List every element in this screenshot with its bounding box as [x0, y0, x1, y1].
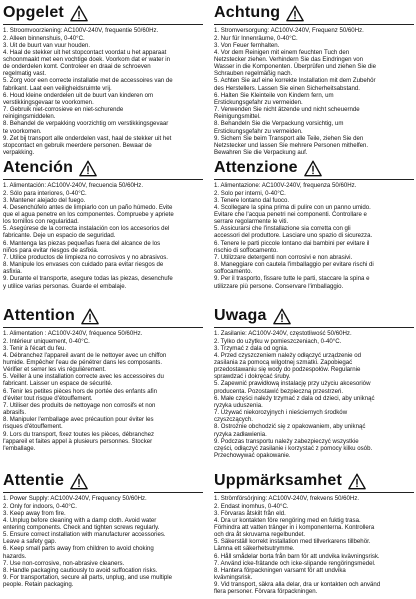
- warning-icon: [286, 5, 304, 22]
- section-attenzione: [214, 155, 414, 290]
- section-opgelet: [3, 0, 203, 156]
- instruction-line: 4. Débranchez l'appareil avant de le nettoyer avec un chiffon: [3, 351, 167, 359]
- instruction-line: 5. Zorg voor een correcte installatie met de accessoires van de: [3, 77, 173, 85]
- instruction-line: 7. Utiliser des produits de nettoyage non corrosifs et non: [3, 401, 156, 409]
- instruction-line: Erstickungsgefahr zu vermeiden.: [214, 98, 303, 106]
- instruction-line: 5. Veiller à une installation correcte avec les accessoires du: [3, 373, 164, 381]
- warning-icon: [348, 473, 366, 490]
- instruction-line: Erstickungsgefahr zu vermeiden.: [214, 127, 303, 135]
- instruction-line: 8. Ostrożnie obchodzić się z opakowaniem, aby uniknąć: [214, 423, 366, 431]
- instruction-line: te voorkomen.: [3, 127, 42, 135]
- instruction-line: Schrauben regelmäßig nach.: [214, 70, 293, 78]
- instruction-line: 1. Alimentación: AC100V-240V, frecuencia 50/60Hz.: [3, 182, 144, 190]
- instruction-line: 4. Haal de stekker uit het stopcontact voordat u het apparaat: [3, 48, 167, 56]
- instruction-line: regelmatig vast.: [3, 70, 47, 78]
- section-title: Atención: [3, 159, 74, 176]
- instruction-line: schoonmaakt met een vochtige doek. Voorkom dat er water in: [3, 56, 170, 64]
- instruction-line: 3. Uit de buurt van vuur houden.: [3, 41, 91, 49]
- section-header: [214, 303, 414, 325]
- instruction-line: 9. Lors du transport, fixez toutes les pièces, débranchez: [3, 430, 155, 438]
- instruction-line: 4. Scollegare la spina prima di pulire con un panno umido.: [214, 203, 371, 211]
- instruction-line: 5. Zapewnić prawidłową instalację przy użyciu akcesoriów: [214, 380, 371, 388]
- instruction-line: zasilania za pomocą wilgotnej szmatki. Zapobiegać: [214, 359, 353, 367]
- section-header: [3, 303, 203, 325]
- instruction-line: reinigingsmiddelen.: [3, 113, 56, 121]
- warning-icon: [79, 160, 97, 177]
- instruction-line: 5. Achten Sie auf eine korrekte Installation mit dem Zubehör: [214, 77, 376, 85]
- instruction-line: 9. For transportation, secure all parts, unplug, and use multiple: [3, 574, 173, 582]
- section-body: [3, 27, 203, 156]
- instruction-line: 2. Endast inomhus, 0-40°C.: [214, 502, 289, 510]
- instruction-line: kvävningsrisk.: [214, 574, 253, 582]
- section-header: [3, 468, 203, 490]
- instruction-line: 6. Tenere le parti piccole lontano dai bambini per evitare il: [214, 239, 370, 247]
- instruction-line: 8. Manipule los envases con cuidado para evitar riesgos de: [3, 261, 164, 269]
- instruction-line: l'appareil et faites appel à plusieurs personnes. Stocker: [3, 437, 153, 445]
- instruction-line: 2. Nur für Innenräume, 0-40°C.: [214, 34, 298, 42]
- instruction-line: 6. Halten Sie Kleinteile von Kindern fern, um: [214, 91, 334, 99]
- section-body: [3, 182, 203, 289]
- instruction-line: fabricante. Deje un espacio de seguridad.: [3, 232, 116, 240]
- instruction-line: 9. Durante el transporte, asegure todas las piezas, desenchufe: [3, 275, 173, 283]
- instruction-line: accessori del produttore. Lasciare uno spazio di sicurezza.: [214, 232, 373, 240]
- instruction-line: verpakking.: [3, 149, 35, 157]
- section-body: [214, 182, 414, 289]
- section-body: [214, 330, 414, 459]
- section-header: [214, 155, 414, 177]
- instruction-line: d'éviter tout risque d'étouffement.: [3, 394, 93, 402]
- instruction-line: 3. Tenere lontano dal fuoco.: [214, 196, 290, 204]
- instruction-line: 8. Behandel de verpakking voorzichtig om verstikkingsgevaar: [3, 120, 169, 128]
- instruction-line: producenta. Pozostawić bezpieczną przestrzeń.: [214, 387, 344, 395]
- divider: [214, 327, 414, 328]
- instruction-line: 3. Förvaras åtskilt från eld.: [214, 509, 286, 517]
- instruction-line: 2. Solo per interni, 0-40°C.: [214, 189, 286, 197]
- instruction-line: fabricant. Laisser un espace de sécurité.: [3, 380, 113, 388]
- instruction-line: 7. Verwenden Sie nicht ätzende und nicht scheuernde: [214, 106, 360, 114]
- divider: [214, 24, 414, 25]
- divider: [3, 24, 203, 25]
- instruction-line: utilizzare più persone. Conservare l'imballaggio.: [214, 282, 344, 290]
- instruction-line: 7. Używać niekorozyjnych i nieściernych środków: [214, 409, 348, 417]
- section-title: Uppmärksamhet: [214, 472, 342, 489]
- instruction-line: people. Retain packaging.: [3, 581, 74, 589]
- instruction-line: soffocamento.: [214, 268, 253, 276]
- instruction-line: Wasser in die Komponenten. Überprüfen und ziehen Sie die: [214, 63, 377, 71]
- instruction-line: verstikkingsgevaar te voorkomen.: [3, 98, 94, 106]
- instruction-line: 7. Använd icke-frätande och icke-slipande rengöringsmedel.: [214, 559, 376, 567]
- instruction-line: 1. Alimentation : AC100V-240V, fréquence 50/60Hz.: [3, 330, 143, 338]
- instruction-line: 8. Handle packaging cautiously to avoid suffocation risks.: [3, 566, 158, 574]
- section-body: [214, 27, 414, 156]
- instruction-line: Przechowywać opakowanie.: [214, 452, 291, 460]
- instruction-line: serrare regolarmente le viti.: [214, 218, 289, 226]
- instruction-line: 6. Mantenga las piezas pequeñas fuera del alcance de los: [3, 239, 161, 247]
- instruction-line: części, odłączyć zasilanie i korzystać z pomocy kilku osób.: [214, 444, 373, 452]
- instruction-line: 9. Vid transport, säkra alla delar, dra ur kontakten och använd: [214, 581, 381, 589]
- instruction-line: Bewahren Sie die Verpackung auf.: [214, 149, 308, 157]
- instruction-line: 3. Tenir à l'écart du feu.: [3, 344, 67, 352]
- instruction-line: que el agua penetre en los componentes. Compruebe y apriete: [3, 211, 174, 219]
- section-attention: [3, 303, 203, 452]
- instruction-line: 2. Alleen binnenshuis, 0-40°C.: [3, 34, 85, 42]
- section-achtung: [214, 0, 414, 156]
- instruction-line: 8. Behandeln Sie die Verpackung vorsichtig, um: [214, 120, 344, 128]
- instruction-line: 5. Asegúrese de la correcta instalación con los accesorios del: [3, 225, 170, 233]
- instruction-line: 1. Alimentazione: AC100V-240V, frequenza 50/60Hz.: [214, 182, 357, 190]
- divider: [3, 492, 203, 493]
- instruction-line: 8. Manipuler l'emballage avec précaution pour éviter les: [3, 416, 154, 424]
- instruction-line: 1. Strömförsörjning: AC100V-240V, frekvens 50/60Hz.: [214, 495, 360, 503]
- instruction-line: 5. Ensure correct installation with manufacturer accessories.: [3, 531, 166, 539]
- section-body: [3, 495, 203, 588]
- instruction-line: 6. Houd kleine onderdelen uit de buurt van kinderen om: [3, 91, 154, 99]
- instruction-line: 1. Power Supply: AC100V-240V, Frequency 50/60Hz.: [3, 495, 147, 503]
- instruction-line: 4. Przed czyszczeniem należy odłączyć urządzenie od: [214, 351, 361, 359]
- instruction-line: 8. Maneggiare con cautela l'imballaggio per evitare rischi di: [214, 261, 374, 269]
- instruction-line: y utilice varias personas. Guarde el embalaje.: [3, 282, 127, 290]
- instruction-line: 3. Trzymać z dala od ognia.: [214, 344, 289, 352]
- instruction-line: 9. Per il trasporto, fissare tutte le parti, staccare la spina e: [214, 275, 370, 283]
- instruction-line: 7. Gebruik niet-corrosieve en niet-schurende: [3, 106, 124, 114]
- instruction-line: Reinigungsmittel.: [214, 113, 261, 121]
- instruction-line: Leave a safety gap.: [3, 538, 57, 546]
- instruction-line: risques d'étouffement.: [3, 423, 63, 431]
- instruction-line: Evitare che l'acqua penetri nei componenti. Controllare e: [214, 211, 367, 219]
- instruction-line: ryzyka zadławienia.: [214, 430, 267, 438]
- instruction-line: czyszczących.: [214, 416, 253, 424]
- instruction-line: niños para evitar riesgos de asfixia.: [3, 246, 99, 254]
- instruction-line: 3. Mantener alejado del fuego.: [3, 196, 86, 204]
- instruction-line: Netzstecker und lassen Sie mehrere Personen mithelfen.: [214, 141, 369, 149]
- instruction-line: 2. Intérieur uniquement, 0-40°C.: [3, 337, 90, 345]
- instruction-line: 2. Sólo para interiores, 0-40°C.: [3, 189, 87, 197]
- instruction-line: 2. Tylko do użytku w pomieszczeniach, 0-40°C.: [214, 337, 342, 345]
- section-body: [214, 495, 414, 595]
- instruction-line: hazards.: [3, 552, 27, 560]
- section-title: Uwaga: [214, 307, 267, 324]
- section-title: Attenzione: [214, 159, 298, 176]
- instruction-line: 7. Use non-corrosive, non-abrasive cleaners.: [3, 559, 125, 567]
- section-uwaga: [214, 303, 414, 459]
- instruction-line: 2. Only for indoors, 0-40°C.: [3, 502, 77, 510]
- instruction-line: 4. Dra ur kontakten före rengöring med en fuktig trasa.: [214, 516, 361, 524]
- instruction-line: 7. Utilizzare detergenti non corrosivi e non abrasivi.: [214, 253, 353, 261]
- instruction-line: 5. Säkerställ korrekt installation med tillverkarens tillbehör.: [214, 538, 371, 546]
- instruction-line: 5. Assicurarsi che l'installazione sia corretta con gli: [214, 225, 351, 233]
- instruction-line: rischio di soffocamento.: [214, 246, 278, 254]
- instruction-line: Vérifier et serrer les vis régulièrement.: [3, 366, 106, 374]
- instruction-line: 6. Tenir les petites pièces hors de portée des enfants afin: [3, 387, 158, 395]
- instruction-line: fabrikant. Laat een veiligheidsruimte vrij.: [3, 84, 112, 92]
- section-uppmarksamhet: [214, 468, 414, 596]
- instruction-line: asfixia.: [3, 268, 22, 276]
- section-body: [3, 330, 203, 452]
- instruction-line: przedostawaniu się wody do podzespołów. Regularnie: [214, 366, 361, 374]
- section-attentie: [3, 468, 203, 588]
- instruction-line: Netzstecker ziehen. Verhindern Sie das Eindringen von: [214, 56, 364, 64]
- section-header: [3, 0, 203, 22]
- divider: [3, 327, 203, 328]
- instruction-line: 6. Keep small parts away from children to avoid choking: [3, 545, 154, 553]
- instruction-line: 1. Stromversorgung: AC100V-240V, Frequenz 50/60Hz.: [214, 27, 364, 35]
- instruction-line: 9. Podczas transportu należy zabezpieczyć wszystkie: [214, 437, 359, 445]
- instruction-line: entering components. Check and tighten screws regularly.: [3, 524, 160, 532]
- warning-icon: [273, 308, 291, 325]
- instruction-line: los tornillos con regularidad.: [3, 218, 79, 226]
- instruction-line: 3. Keep away from fire.: [3, 509, 66, 517]
- instruction-line: 1. Zasilanie: AC100V-240V, częstotliwość 50/60Hz.: [214, 330, 352, 338]
- instruction-line: 9. Sichern Sie beim Transport alle Teile, ziehen Sie den: [214, 134, 364, 142]
- section-header: [3, 155, 203, 177]
- instruction-line: des Herstellers. Lassen Sie einen Sicherheitsabstand.: [214, 84, 360, 92]
- instruction-line: Lämna ett säkerhetsutrymme.: [214, 545, 295, 553]
- instruction-line: de onderdelen komt. Controleer en draai de schroeven: [3, 63, 151, 71]
- instruction-line: l'emballage.: [3, 444, 36, 452]
- instruction-line: 6. Małe części należy trzymać z dala od dzieci, aby uniknąć: [214, 394, 375, 402]
- instruction-line: humide. Empêcher l'eau de pénétrer dans les composants.: [3, 359, 163, 367]
- instruction-line: Förhindra att vatten tränger in i komponenterna. Kontrollera: [214, 524, 375, 532]
- instruction-line: sprawdzać i dokręcać śruby.: [214, 373, 291, 381]
- instruction-line: ryzyka uduszenia.: [214, 401, 263, 409]
- section-title: Attention: [3, 307, 76, 324]
- section-title: Attentie: [3, 472, 65, 489]
- instruction-line: stopcontact en gebruik meerdere personen. Bewaar de: [3, 141, 152, 149]
- section-atencion: [3, 155, 203, 290]
- instruction-line: abrasifs.: [3, 409, 27, 417]
- instruction-line: 3. Von Feuer fernhalten.: [214, 41, 280, 49]
- instruction-line: 6. Håll smådelar borta från barn för att undvika kvävningsrisk.: [214, 552, 380, 560]
- divider: [3, 179, 203, 180]
- section-title: Opgelet: [3, 4, 64, 21]
- divider: [214, 492, 414, 493]
- instruction-line: och dra åt skruvarna regelbundet.: [214, 531, 306, 539]
- section-title: Achtung: [214, 4, 281, 21]
- instruction-line: 4. Vor dem Reinigen mit einem feuchten Tuch den: [214, 48, 350, 56]
- warning-icon: [304, 160, 322, 177]
- warning-icon: [70, 5, 88, 22]
- section-header: [214, 0, 414, 22]
- instruction-line: 1. Stroomvoorziening: AC100V-240V, frequentie 50/60Hz.: [3, 27, 159, 35]
- instruction-line: 7. Utilice productos de limpieza no corrosivos y no abrasivos.: [3, 253, 168, 261]
- instruction-line: 4. Desenchúfelo antes de limpiarlo con un paño húmedo. Evite: [3, 203, 173, 211]
- instruction-line: 9. Zet bij transport alle onderdelen vast, haal de stekker uit het: [3, 134, 172, 142]
- instruction-line: 4. Unplug before cleaning with a damp cloth. Avoid water: [3, 516, 157, 524]
- warning-icon: [81, 308, 99, 325]
- instruction-line: 8. Hantera förpackningen varsamt för att undvika: [214, 566, 346, 574]
- section-header: [214, 468, 414, 490]
- warning-icon: [70, 473, 88, 490]
- divider: [214, 179, 414, 180]
- instruction-line: flera personer. Förvara förpackningen.: [214, 588, 318, 596]
